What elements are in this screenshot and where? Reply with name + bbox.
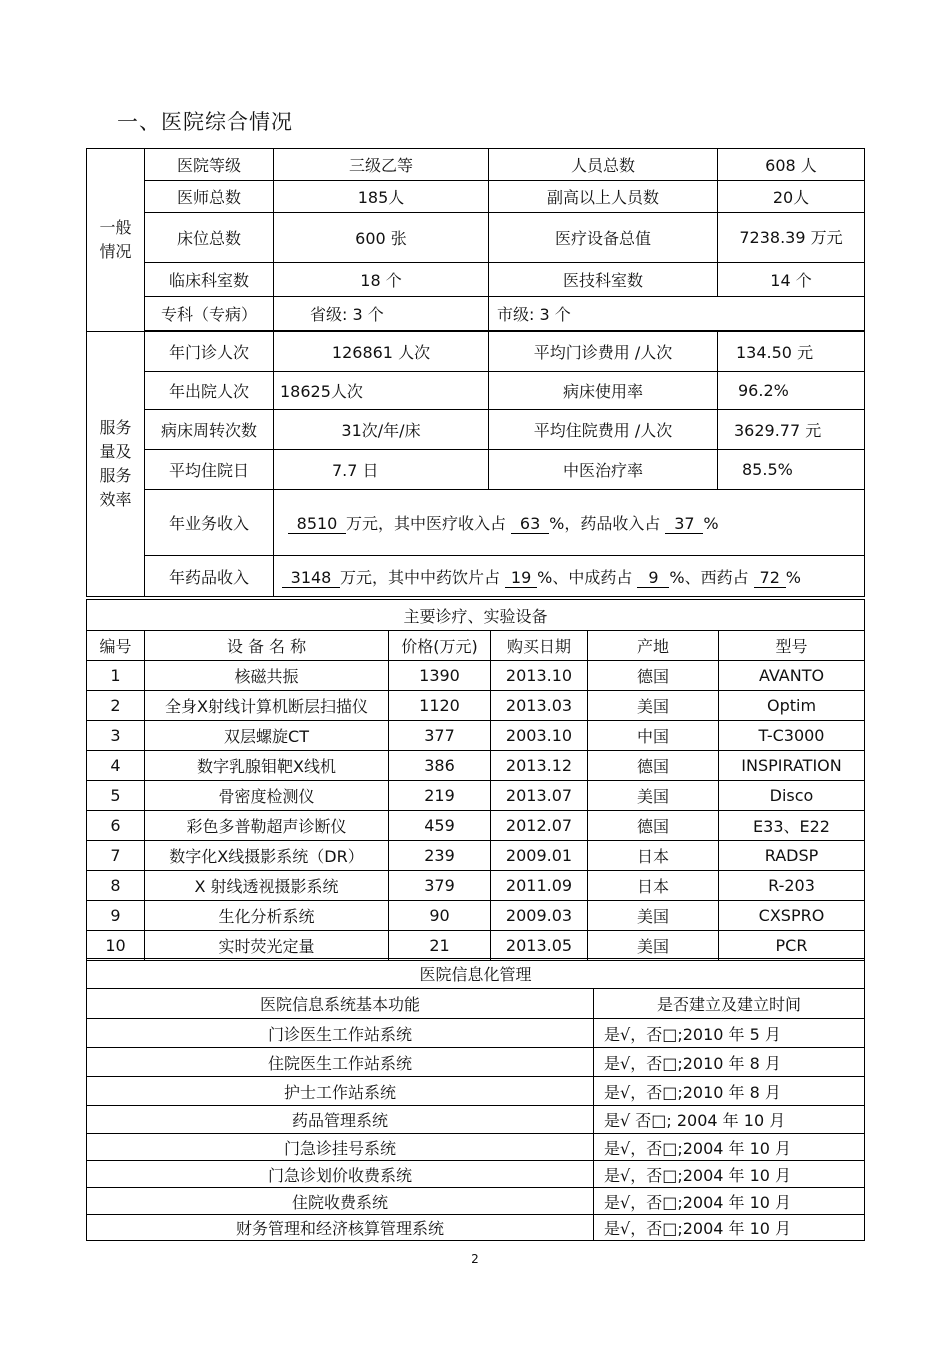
section-title: 一、医院综合情况 xyxy=(117,110,293,134)
equipment-price: 1390 xyxy=(389,661,491,691)
equipment-price: 459 xyxy=(389,811,491,841)
info-system-row xyxy=(87,1134,865,1161)
outpatient-label: 年门诊人次 xyxy=(145,332,274,372)
tcm-value: 85.5% xyxy=(718,450,865,490)
avg-in-fee-label: 平均住院费用 /人次 xyxy=(489,410,718,450)
doctors-value: 185人 xyxy=(274,181,489,213)
equipment-price: 239 xyxy=(389,841,491,871)
info-header-row xyxy=(87,989,865,1019)
equipment-no: 7 xyxy=(87,841,145,871)
info-system-row xyxy=(87,1161,865,1188)
equipment-origin: 德国 xyxy=(588,811,719,841)
equipment-date: 2013.12 xyxy=(491,751,588,781)
equipment-no: 8 xyxy=(87,871,145,901)
info-system-table xyxy=(86,958,865,1241)
equipment-price: 1120 xyxy=(389,691,491,721)
info-header-status: 是否建立及建立时间 xyxy=(594,989,865,1019)
equipment-date: 2013.05 xyxy=(491,931,588,961)
equipment-model: INSPIRATION xyxy=(719,751,865,781)
equipment-origin: 中国 xyxy=(588,721,719,751)
specialty-label: 专科（专病） xyxy=(145,297,274,331)
info-header-function: 医院信息系统基本功能 xyxy=(87,989,594,1019)
page-number: 2 xyxy=(471,1252,479,1266)
avg-out-fee-value: 134.50 元 xyxy=(718,332,865,372)
col-header-name: 设 备 名 称 xyxy=(145,631,389,661)
drug-text-1: 万元，其中中药饮片占 xyxy=(340,567,501,587)
equipment-no: 6 xyxy=(87,811,145,841)
equipment-row xyxy=(87,841,865,871)
info-system-row xyxy=(87,1188,865,1215)
equipment-model: CXSPRO xyxy=(719,901,865,931)
level-label: 医院等级 xyxy=(145,149,274,181)
info-system-function: 住院医生工作站系统 xyxy=(87,1048,594,1077)
info-system-status: 是√，否□;2010 年 5 月 xyxy=(594,1019,865,1048)
equipment-date: 2012.07 xyxy=(491,811,588,841)
col-header-price: 价格(万元) xyxy=(389,631,491,661)
drug-text-3: %、西药占 xyxy=(669,567,749,587)
equipment-model: PCR xyxy=(719,931,865,961)
equipment-no: 5 xyxy=(87,781,145,811)
equipment-row xyxy=(87,661,865,691)
general-category: 一般情况 xyxy=(87,149,145,332)
revenue-text-3: % xyxy=(703,514,719,533)
revenue-text-1: 万元，其中医疗收入占 xyxy=(346,514,507,533)
equip-value-value: 7238.39 万元 xyxy=(718,213,865,263)
equipment-model: Disco xyxy=(719,781,865,811)
info-system-function: 药品管理系统 xyxy=(87,1106,594,1134)
equipment-price: 21 xyxy=(389,931,491,961)
equipment-origin: 日本 xyxy=(588,841,719,871)
revenue-text-2: %，药品收入占 xyxy=(549,514,661,533)
info-section-title: 医院信息化管理 xyxy=(87,959,865,989)
info-system-function: 住院收费系统 xyxy=(87,1188,594,1215)
avg-stay-label: 平均住院日 xyxy=(145,450,274,490)
info-system-function: 门诊医生工作站系统 xyxy=(87,1019,594,1048)
turnover-label: 病床周转次数 xyxy=(145,410,274,450)
staff-label: 人员总数 xyxy=(489,149,718,181)
info-system-function: 门急诊挂号系统 xyxy=(87,1134,594,1161)
equipment-price: 377 xyxy=(389,721,491,751)
info-system-status: 是√，否□;2004 年 10 月 xyxy=(594,1188,865,1215)
equipment-origin: 美国 xyxy=(588,691,719,721)
equipment-date: 2013.07 xyxy=(491,781,588,811)
equipment-date: 2003.10 xyxy=(491,721,588,751)
turnover-value: 31次/年/床 xyxy=(274,410,489,450)
drug-text-2: %、中成药占 xyxy=(537,567,633,587)
equipment-origin: 德国 xyxy=(588,751,719,781)
equipment-date: 2009.03 xyxy=(491,901,588,931)
discharge-value: 18625人次 xyxy=(274,372,489,410)
info-system-row xyxy=(87,1077,865,1106)
equipment-price: 219 xyxy=(389,781,491,811)
info-system-status: 是√ 否□; 2004 年 10 月 xyxy=(594,1106,865,1134)
equipment-row xyxy=(87,781,865,811)
equipment-model: RADSP xyxy=(719,841,865,871)
drug-herbal-pct: 19 xyxy=(505,568,537,588)
equipment-date: 2009.01 xyxy=(491,841,588,871)
equipment-row xyxy=(87,931,865,961)
tech-value: 14 个 xyxy=(718,263,865,297)
equipment-model: AVANTO xyxy=(719,661,865,691)
equipment-name: 骨密度检测仪 xyxy=(145,781,389,811)
equipment-no: 9 xyxy=(87,901,145,931)
info-system-row xyxy=(87,1106,865,1134)
equipment-origin: 日本 xyxy=(588,871,719,901)
equipment-row xyxy=(87,751,865,781)
col-header-no: 编号 xyxy=(87,631,145,661)
equipment-name: 双层螺旋CT xyxy=(145,721,389,751)
city-count: 市级: 3 个 xyxy=(489,297,865,331)
senior-value: 20人 xyxy=(718,181,865,213)
equipment-row xyxy=(87,721,865,751)
equipment-model: T-C3000 xyxy=(719,721,865,751)
drug-detail xyxy=(274,556,865,597)
drug-patent-pct: 9 xyxy=(637,568,669,588)
col-header-date: 购买日期 xyxy=(491,631,588,661)
doctors-label: 医师总数 xyxy=(145,181,274,213)
equipment-name: 实时荧光定量 xyxy=(145,931,389,961)
beds-label: 床位总数 xyxy=(145,213,274,263)
avg-out-fee-label: 平均门诊费用 /人次 xyxy=(489,332,718,372)
senior-label: 副高以上人员数 xyxy=(489,181,718,213)
staff-value: 608 人 xyxy=(718,149,865,181)
equipment-table xyxy=(86,599,865,961)
info-system-row xyxy=(87,1019,865,1048)
info-system-function: 财务管理和经济核算管理系统 xyxy=(87,1215,594,1241)
equipment-name: 彩色多普勒超声诊断仪 xyxy=(145,811,389,841)
equipment-name: 生化分析系统 xyxy=(145,901,389,931)
equipment-origin: 美国 xyxy=(588,931,719,961)
info-system-row xyxy=(87,1215,865,1241)
equip-value-label: 医疗设备总值 xyxy=(489,213,718,263)
equipment-date: 2013.03 xyxy=(491,691,588,721)
equipment-price: 90 xyxy=(389,901,491,931)
equipment-date: 2011.09 xyxy=(491,871,588,901)
equipment-name: 全身X射线计算机断层扫描仪 xyxy=(145,691,389,721)
equipment-origin: 美国 xyxy=(588,901,719,931)
equipment-no: 1 xyxy=(87,661,145,691)
overview-table xyxy=(86,148,865,597)
equipment-row xyxy=(87,901,865,931)
provincial-count: 省级: 3 个 xyxy=(274,297,489,331)
info-system-status: 是√，否□;2010 年 8 月 xyxy=(594,1077,865,1106)
equipment-row xyxy=(87,691,865,721)
info-system-status: 是√，否□;2004 年 10 月 xyxy=(594,1161,865,1188)
equipment-origin: 德国 xyxy=(588,661,719,691)
equipment-name: 数字乳腺钼靶X线机 xyxy=(145,751,389,781)
equipment-no: 2 xyxy=(87,691,145,721)
tech-label: 医技科室数 xyxy=(489,263,718,297)
info-system-status: 是√，否□;2010 年 8 月 xyxy=(594,1048,865,1077)
equipment-price: 386 xyxy=(389,751,491,781)
clinical-value: 18 个 xyxy=(274,263,489,297)
equipment-date: 2013.10 xyxy=(491,661,588,691)
revenue-label: 年业务收入 xyxy=(145,490,274,556)
clinical-label: 临床科室数 xyxy=(145,263,274,297)
equipment-name: 核磁共振 xyxy=(145,661,389,691)
bed-use-label: 病床使用率 xyxy=(489,372,718,410)
info-system-function: 护士工作站系统 xyxy=(87,1077,594,1106)
revenue-medical-pct: 63 xyxy=(511,514,549,534)
drug-western-pct: 72 xyxy=(754,568,786,588)
outpatient-value: 126861 人次 xyxy=(274,332,489,372)
equipment-section-title: 主要诊疗、实验设备 xyxy=(87,600,865,631)
info-system-status: 是√，否□;2004 年 10 月 xyxy=(594,1215,865,1241)
revenue-total: 8510 xyxy=(288,514,346,534)
beds-value: 600 张 xyxy=(274,213,489,263)
revenue-drug-pct: 37 xyxy=(665,514,703,534)
equipment-row xyxy=(87,811,865,841)
equipment-no: 10 xyxy=(87,931,145,961)
equipment-model: E33、E22 xyxy=(719,811,865,841)
col-header-model: 型号 xyxy=(719,631,865,661)
info-system-function: 门急诊划价收费系统 xyxy=(87,1161,594,1188)
col-header-origin: 产地 xyxy=(588,631,719,661)
info-system-row xyxy=(87,1048,865,1077)
avg-in-fee-value: 3629.77 元 xyxy=(718,410,865,450)
bed-use-value: 96.2% xyxy=(718,372,865,410)
info-system-status: 是√，否□;2004 年 10 月 xyxy=(594,1134,865,1161)
discharge-label: 年出院人次 xyxy=(145,372,274,410)
drug-label: 年药品收入 xyxy=(145,556,274,597)
drug-total: 3148 xyxy=(282,568,340,588)
tcm-label: 中医治疗率 xyxy=(489,450,718,490)
drug-text-4: % xyxy=(785,567,801,587)
revenue-detail xyxy=(274,490,865,556)
equipment-name: X 射线透视摄影系统 xyxy=(145,871,389,901)
service-category: 服务量及服务效率 xyxy=(87,332,145,597)
equipment-no: 3 xyxy=(87,721,145,751)
equipment-model: Optim xyxy=(719,691,865,721)
level-value: 三级乙等 xyxy=(274,149,489,181)
equipment-no: 4 xyxy=(87,751,145,781)
equipment-name: 数字化X线摄影系统（DR） xyxy=(145,841,389,871)
equipment-origin: 美国 xyxy=(588,781,719,811)
equipment-model: R-203 xyxy=(719,871,865,901)
equipment-header-row xyxy=(87,631,865,661)
avg-stay-value: 7.7 日 xyxy=(274,450,489,490)
equipment-price: 379 xyxy=(389,871,491,901)
equipment-row xyxy=(87,871,865,901)
